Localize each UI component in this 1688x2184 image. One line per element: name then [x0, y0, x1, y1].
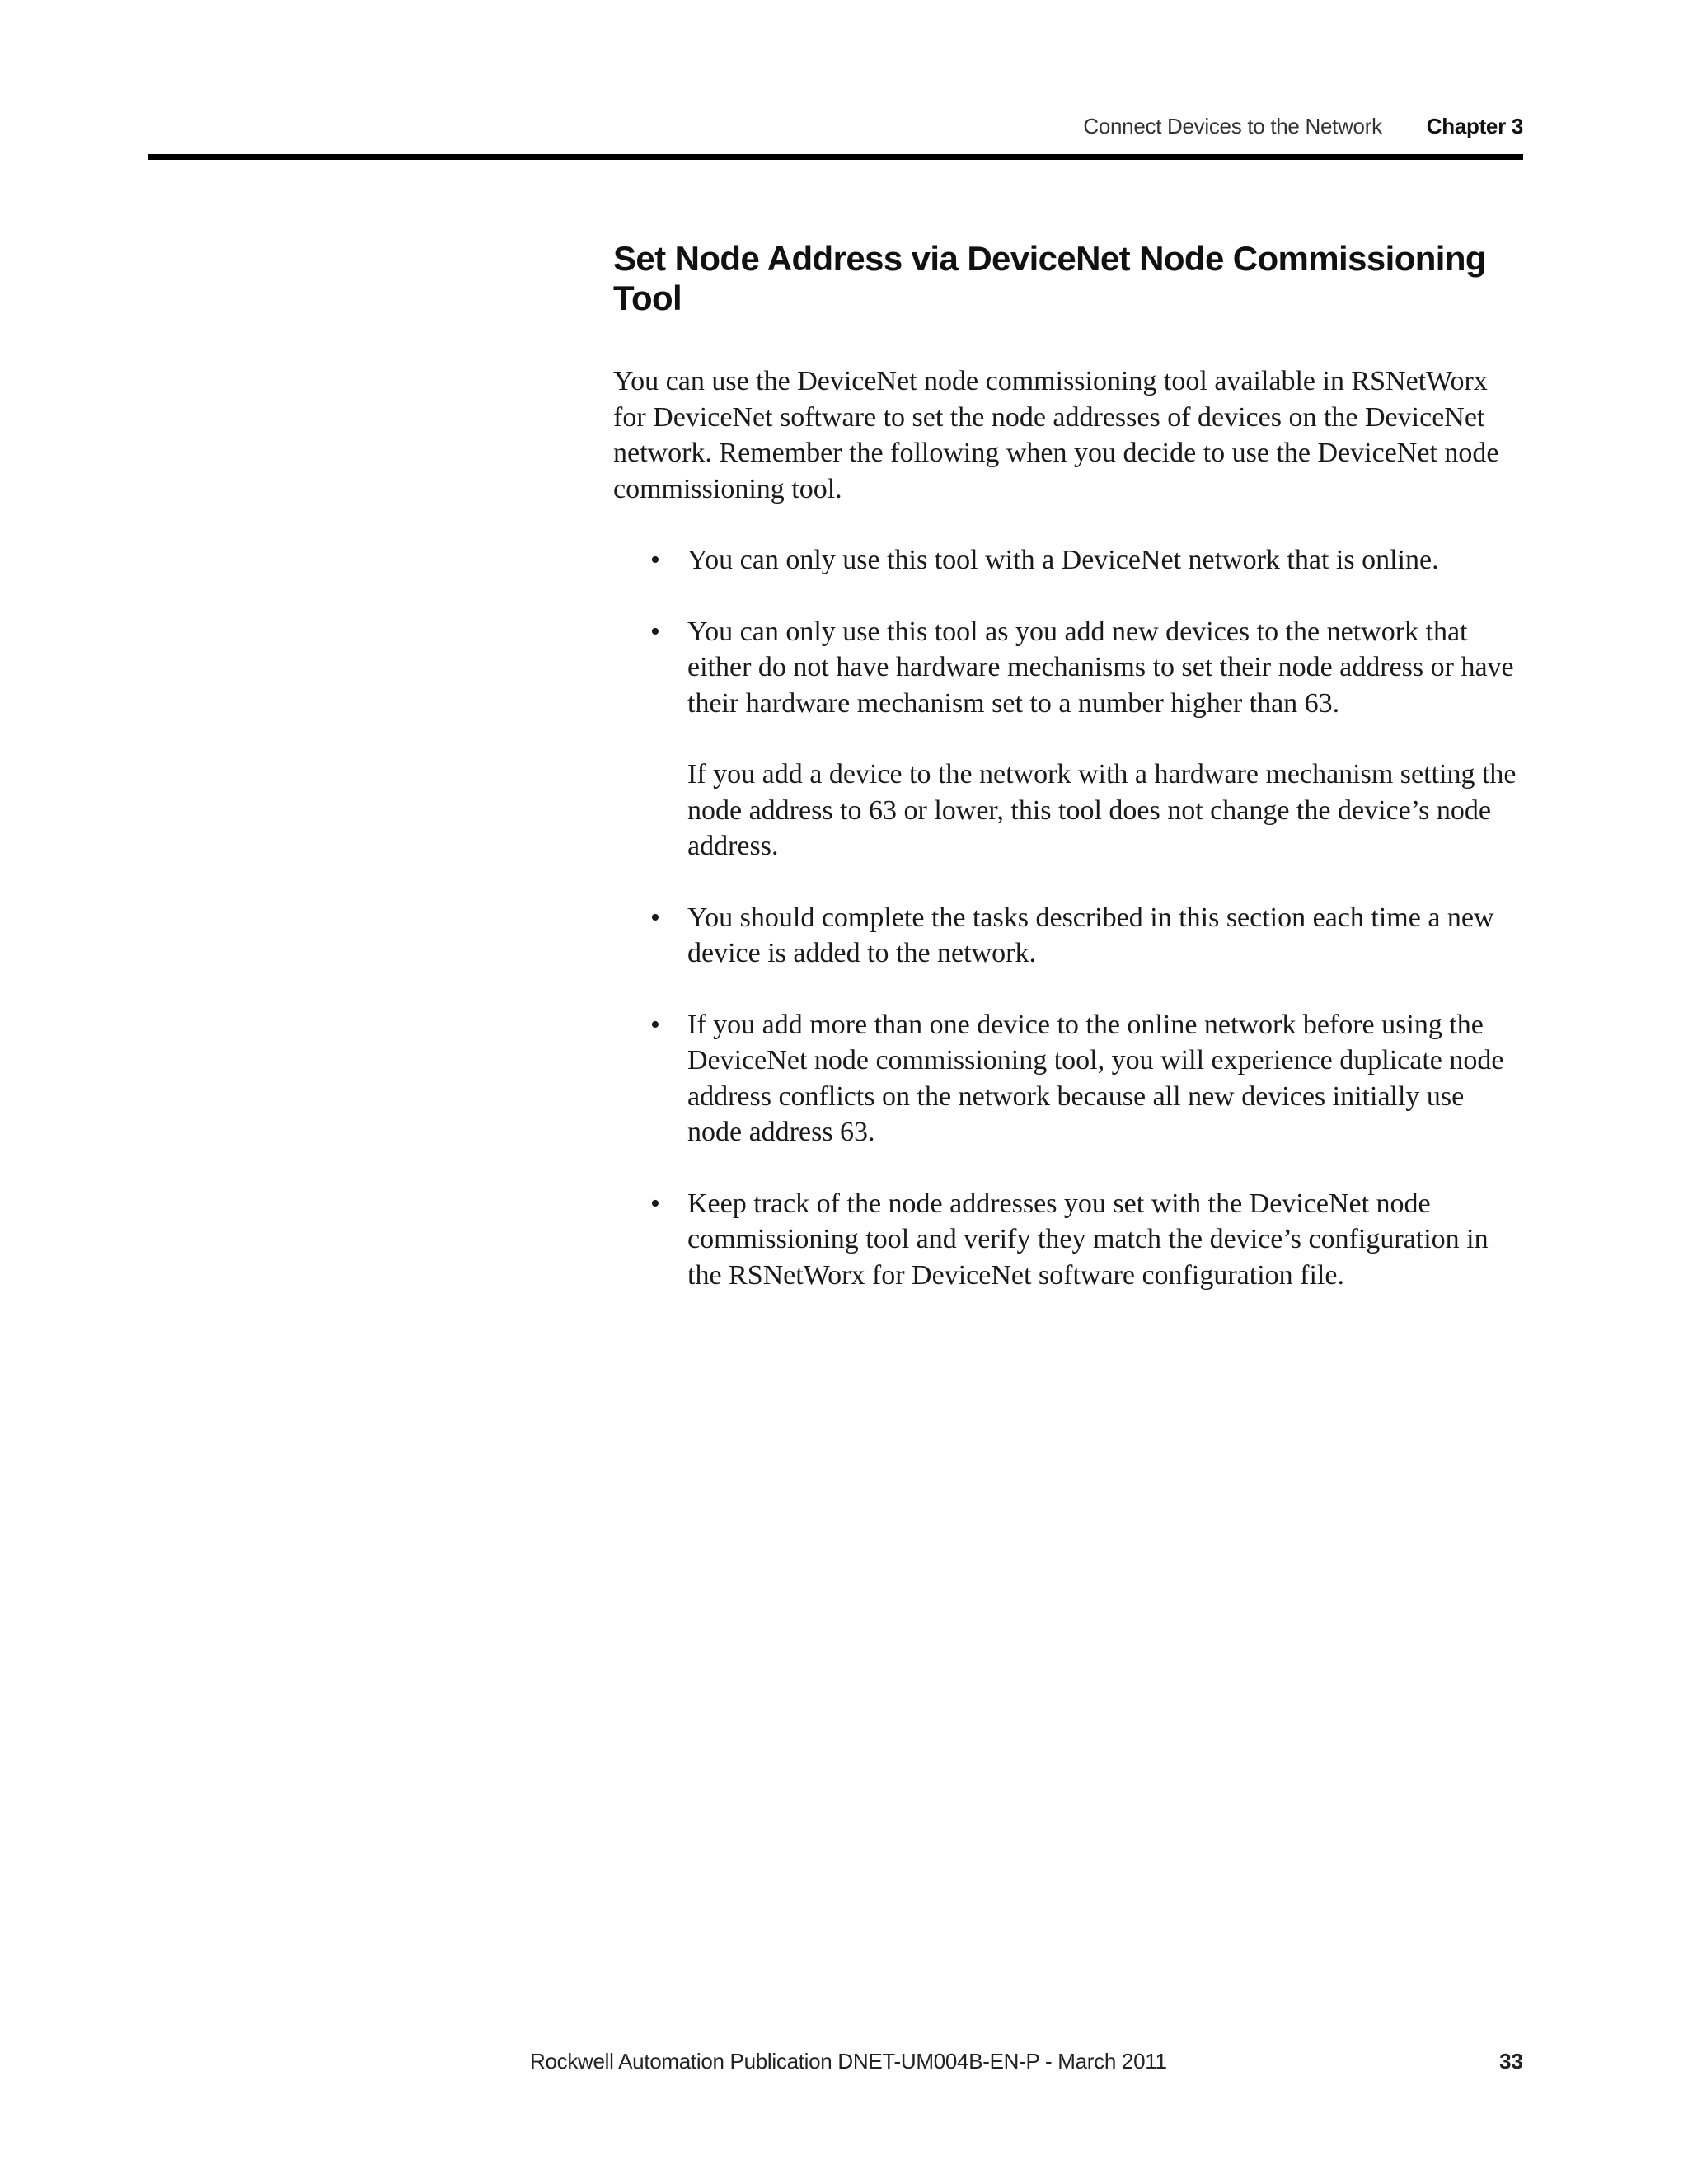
bullet-text: You can only use this tool as you add new devices to the network that either do not have hardware mechanisms to set their node address or have their hardware mechanism set to a number higher than 63. [687, 616, 1514, 719]
footer-publication: Rockwell Automation Publication DNET-UM004B-EN-P - March 2011 [530, 2049, 1167, 2074]
bullet-text: If you add more than one device to the online network before using the DeviceNet node commissioning tool, you will experience duplicate node address conflicts on the network because all new devices initially use node address 63. [687, 1009, 1504, 1147]
section-heading: Set Node Address via DeviceNet Node Commissioning Tool [613, 239, 1486, 317]
header-rule [148, 154, 1523, 160]
bullet-item [613, 614, 1524, 865]
page-number: 33 [1499, 2049, 1523, 2074]
bullet-note: If you add a device to the network with a hardware mechanism setting the node address to 63 or lower, this tool does not change the device’s node address. [687, 759, 1517, 861]
running-header [1083, 114, 1523, 139]
bullet-item [613, 1186, 1524, 1294]
bullet-text: You should complete the tasks described in this section each time a new device is added to the network. [687, 902, 1494, 968]
bullet-item [613, 542, 1524, 579]
bullet-text: Keep track of the node addresses you set with the DeviceNet node commissioning tool and verify they match the device’s configuration in the RSNetWorx for DeviceNet software configuration file. [687, 1188, 1489, 1291]
intro-paragraph: You can use the DeviceNet node commissioning tool available in RSNetWorx for DeviceNet software to set the node addresses of devices on the DeviceNet network. Remember the following when you decide to use the DeviceNet node commissioning tool. [613, 366, 1499, 504]
running-header-chapter-label: Chapter 3 [1426, 114, 1523, 138]
main-content [613, 239, 1524, 1329]
bullet-item [613, 1007, 1524, 1151]
bullet-icon: • [650, 1188, 660, 1219]
bullet-text: You can only use this tool with a DeviceNet network that is online. [687, 545, 1439, 575]
bullet-icon: • [650, 545, 660, 575]
running-header-section-title: Connect Devices to the Network [1083, 114, 1382, 138]
bullet-icon: • [650, 1009, 660, 1040]
bullet-list [613, 542, 1524, 1293]
bullet-item [613, 900, 1524, 972]
bullet-icon: • [650, 616, 660, 647]
bullet-icon: • [650, 902, 660, 933]
